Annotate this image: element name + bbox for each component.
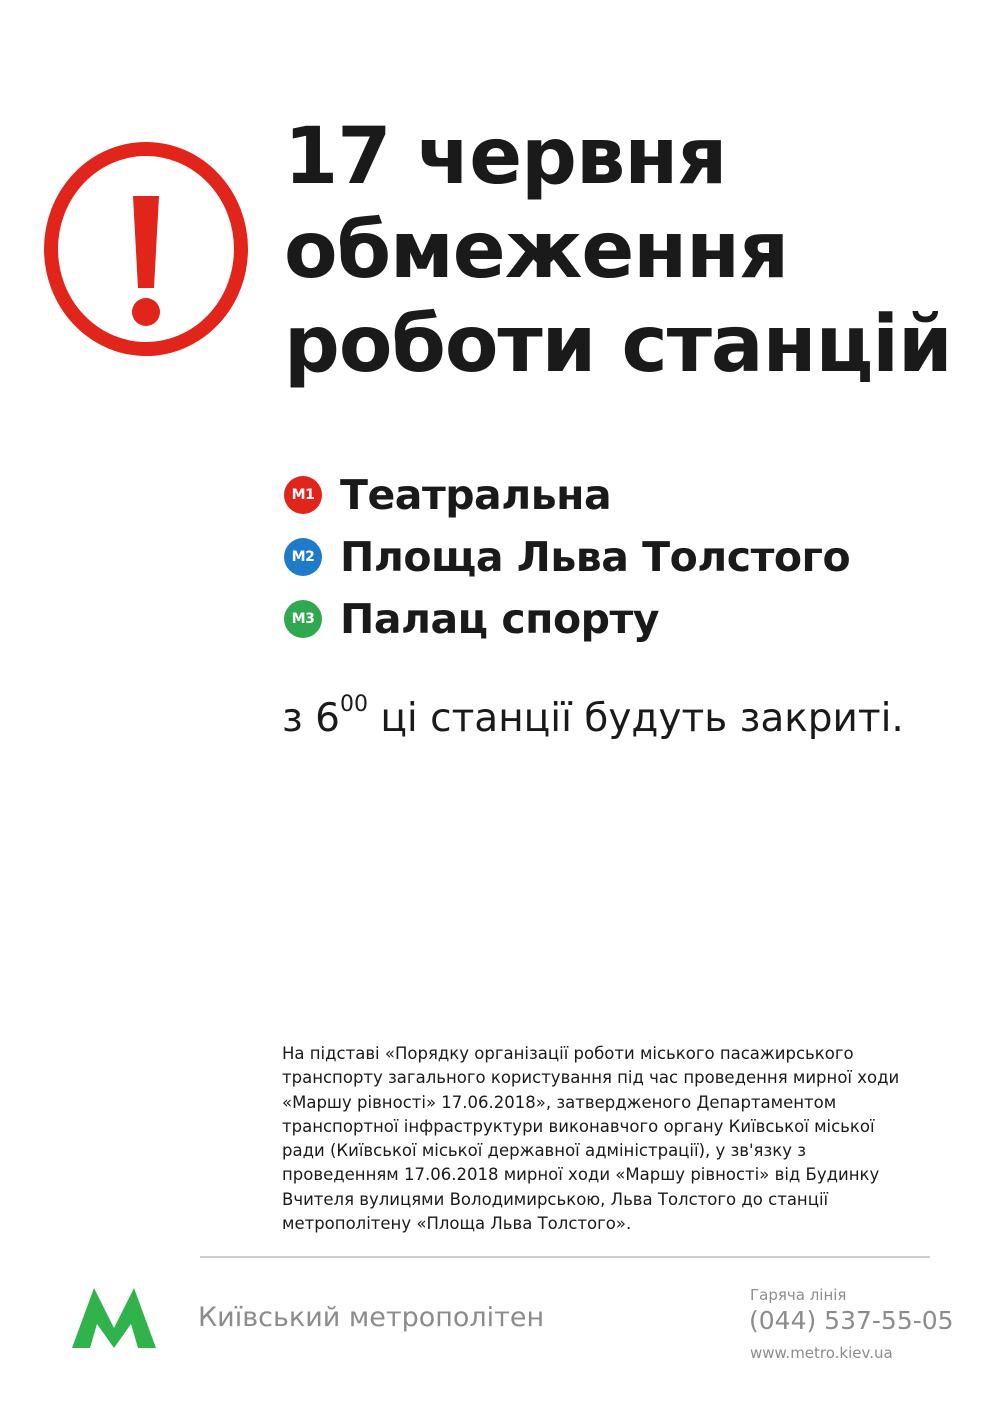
legal-line: «Маршу рівності» 17.06.2018», затвердженого Департаментом <box>282 1092 837 1112</box>
website-link[interactable]: www.metro.kiev.ua <box>750 1344 893 1362</box>
closure-suffix: ці станції будуть закриті. <box>367 696 904 741</box>
station-item-palats-sportu <box>284 588 984 650</box>
title-line-3: роботи станцій <box>284 300 952 390</box>
closure-time-minutes: 00 <box>339 692 368 717</box>
legal-basis-paragraph <box>282 1042 962 1236</box>
station-name: Театральна <box>340 471 612 519</box>
title-line-1: 17 червня <box>284 112 727 202</box>
station-name: Площа Льва Толстого <box>340 533 851 581</box>
metro-line-m1-badge: M1 <box>284 476 322 514</box>
kyiv-metro-logo-icon <box>72 1288 156 1348</box>
legal-line: ради (Київської міської державної адміністрації), у зв'язку з <box>282 1141 807 1161</box>
hotline-phone-number[interactable]: (044) 537-55-05 <box>749 1306 954 1335</box>
legal-line: проведенням 17.06.2018 мирної ходи «Маршу рівності» від Будинку <box>282 1165 880 1185</box>
legal-line: транспортної інфраструктури виконавчого органу Київської міської <box>282 1116 875 1136</box>
station-item-teatralna <box>284 464 984 526</box>
legal-line: На підставі «Порядку організації роботи міського пасажирського <box>282 1044 854 1063</box>
organization-name: Київський метрополітен <box>198 1302 545 1333</box>
metro-line-m2-badge: M2 <box>284 538 322 576</box>
warning-exclamation-icon <box>42 140 250 358</box>
footer-divider <box>200 1256 930 1258</box>
station-name: Палац спорту <box>340 595 659 643</box>
legal-line: Вчителя вулицями Володимирською, Льва Толстого до станції <box>282 1189 829 1209</box>
title-line-2: обмеження <box>284 206 789 296</box>
closure-prefix: з 6 <box>282 696 340 741</box>
page-title <box>284 110 984 392</box>
legal-line: транспорту загального користування під час проведення мирної ходи <box>282 1068 900 1088</box>
metro-line-m3-badge: M3 <box>284 600 322 638</box>
hotline-label: Гаряча лінія <box>750 1286 847 1304</box>
legal-line: метрополітену «Площа Льва Толстого». <box>282 1214 632 1234</box>
station-item-ploshcha-lva-tolstoho <box>284 526 984 588</box>
closure-notice <box>282 692 904 741</box>
station-list <box>284 464 984 650</box>
